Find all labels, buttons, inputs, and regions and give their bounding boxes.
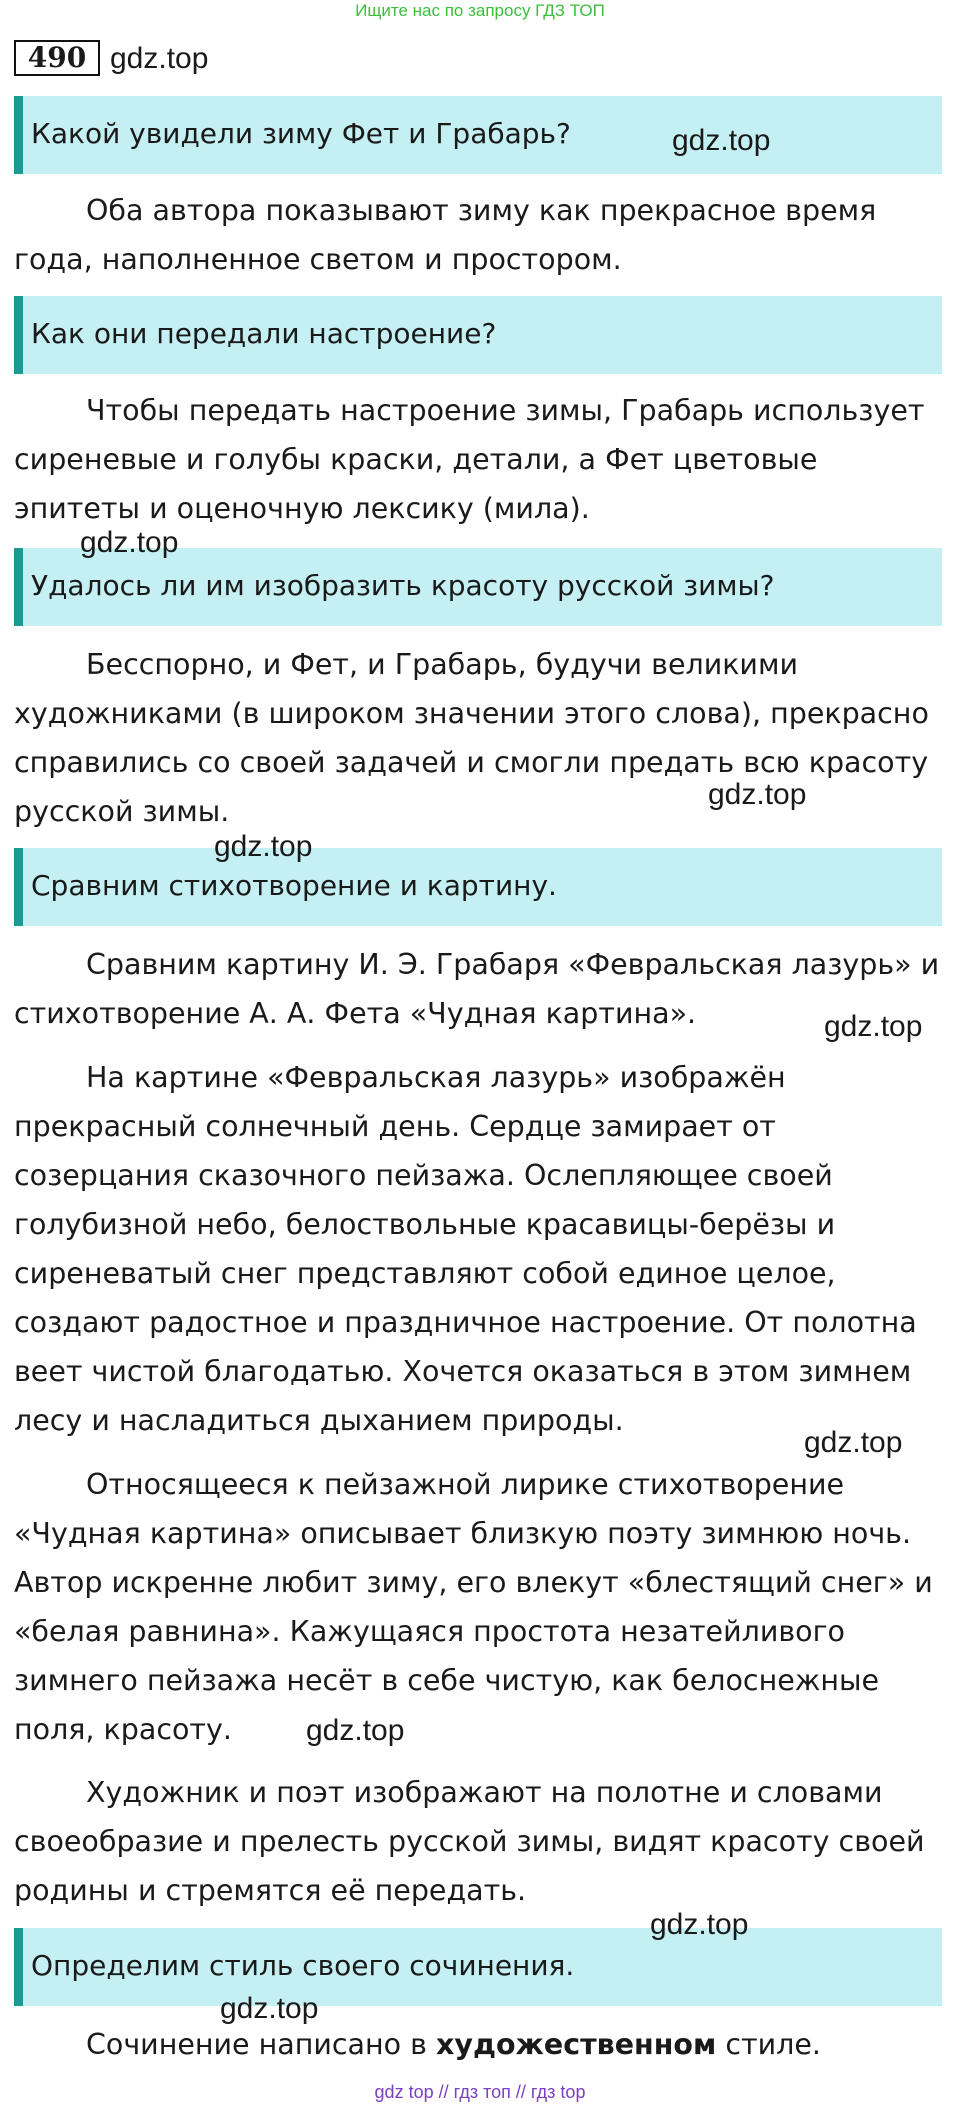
answer-paragraph: Относящееся к пейзажной лирике стихотворение «Чудная картина» описывает близкую поэту зимнюю ночь. Автор искренне любит зиму, его влекут «блестящий снег» и «белая равнина». Кажущаяся простота незатейливого зимнего пейзажа несёт в себе чистую, как белоснежные поля, красоту. bbox=[14, 1468, 933, 1746]
answer-paragraph: Художник и поэт изображают на полотне и словами своеобразие и прелесть русской зимы, видят красоту своей родины и стремятся её передать. bbox=[14, 1776, 925, 1907]
bottom-links[interactable]: gdz top // гдз топ // гдз top bbox=[374, 2082, 586, 2102]
top-banner[interactable]: Ищите нас по запросу ГДЗ ТОП bbox=[355, 1, 605, 20]
question-bar-1 bbox=[14, 96, 942, 174]
final-text-bold: художественном bbox=[436, 2028, 717, 2061]
watermark: gdz.top bbox=[708, 778, 807, 811]
question-bar-2 bbox=[14, 296, 942, 374]
watermark: gdz.top bbox=[672, 124, 771, 157]
question-text: Удалось ли им изобразить красоту русской зимы? bbox=[31, 569, 775, 602]
question-bar-5 bbox=[14, 1928, 942, 2006]
question-text: Определим стиль своего сочинения. bbox=[31, 1949, 575, 1982]
question-text: Как они передали настроение? bbox=[31, 317, 497, 350]
watermark: gdz.top bbox=[306, 1714, 405, 1747]
answer-paragraph: Оба автора показывают зиму как прекрасное время года, наполненное светом и простором. bbox=[14, 194, 877, 276]
task-number: 490 bbox=[14, 40, 100, 76]
watermark: gdz.top bbox=[214, 830, 313, 863]
answer-paragraph: Чтобы передать настроение зимы, Грабарь использует сиреневые и голубы краски, детали, а Фет цветовые эпитеты и оценочную лексику (мила). bbox=[14, 394, 925, 525]
task-site-label: gdz.top bbox=[110, 42, 209, 75]
final-text-before: Сочинение написано в bbox=[86, 2028, 436, 2061]
question-text: Какой увидели зиму Фет и Грабарь? bbox=[31, 117, 571, 150]
watermark: gdz.top bbox=[804, 1426, 903, 1459]
question-bar-4 bbox=[14, 848, 942, 926]
watermark: gdz.top bbox=[650, 1908, 749, 1941]
watermark: gdz.top bbox=[80, 526, 179, 559]
answer-paragraph: Бесспорно, и Фет, и Грабарь, будучи великими художниками (в широком значении этого слова), прекрасно справились со своей задачей и смогли предать всю красоту русской зимы. bbox=[14, 648, 929, 828]
answer-paragraph: На картине «Февральская лазурь» изображён прекрасный солнечный день. Сердце замирает от созерцания сказочного пейзажа. Ослепляющее своей голубизной небо, белоствольные красавицы-берёзы и сиреневатый снег представляют собой единое целое, создают радостное и праздничное настроение. От полотна веет чистой благодатью. Хочется оказаться в этом зимнем лесу и насладиться дыханием природы. bbox=[14, 1061, 917, 1437]
watermark: gdz.top bbox=[220, 1992, 319, 2025]
answer-paragraph: Сравним картину И. Э. Грабаря «Февральская лазурь» и стихотворение А. А. Фета «Чудная картина». bbox=[14, 948, 940, 1030]
watermark: gdz.top bbox=[824, 1010, 923, 1043]
question-text: Сравним стихотворение и картину. bbox=[31, 869, 557, 902]
final-text-after: стиле. bbox=[716, 2028, 821, 2061]
final-paragraph bbox=[14, 2020, 946, 2069]
